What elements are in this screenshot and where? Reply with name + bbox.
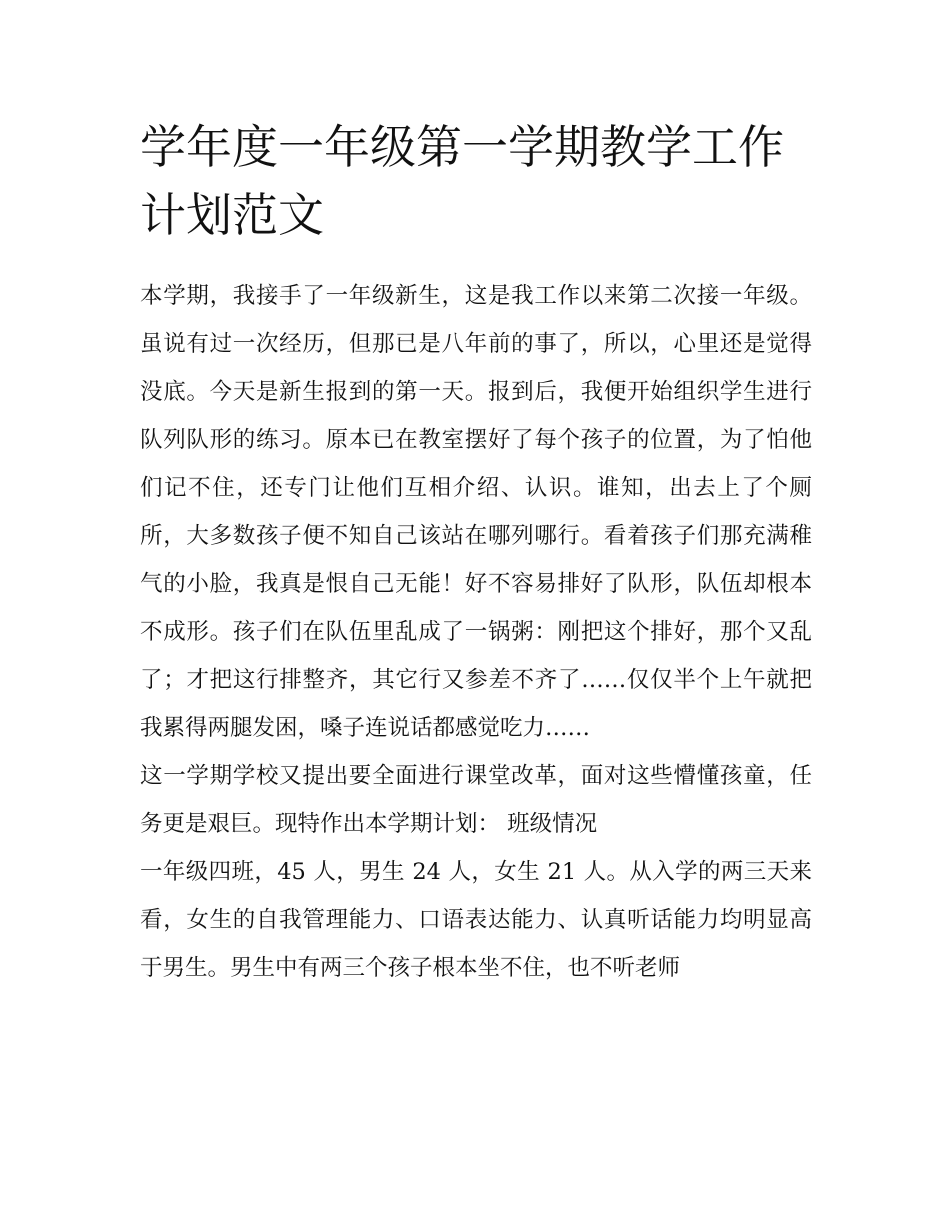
document-title: 学年度一年级第一学期教学工作计划范文 — [140, 120, 784, 242]
paragraph-class-info: 一年级四班，45 人，男生 24 人，女生 21 人。从入学的两三天来看，女生的自我管理能力、口语表达能力、认真听话能力均明显高于男生。男生中有两三个孩子根本坐不住，也不听老师 — [140, 859, 812, 981]
paragraph-intro: 本学期，我接手了一年级新生，这是我工作以来第二次接一年级。虽说有过一次经历，但那已是八年前的事了，所以，心里还是觉得没底。今天是新生报到的第一天。报到后，我便开始组织学生进行队列队形的练习。原本已在教室摆好了每个孩子的位置，为了怕他们记不住，还专门让他们互相介绍、认识。谁知，出去上了个厕所，大多数孩子便不知自己该站在哪列哪行。看着孩子们那充满稚气的小脸，我真是恨自己无能！好不容易排好了队形，队伍却根本不成形。孩子们在队伍里乱成了一锅粥：刚把这个排好，那个又乱了；才把这行排整齐，其它行又参差不齐了……仅仅半个上午就把我累得两腿发困，嗓子连说话都感觉吃力…… — [140, 283, 812, 741]
document-content — [140, 113, 812, 992]
document-body — [140, 272, 812, 992]
paragraph-plan: 这一学期学校又提出要全面进行课堂改革，面对这些懵懂孩童，任务更是艰巨。现特作出本学期计划： 班级情况 — [140, 763, 812, 837]
